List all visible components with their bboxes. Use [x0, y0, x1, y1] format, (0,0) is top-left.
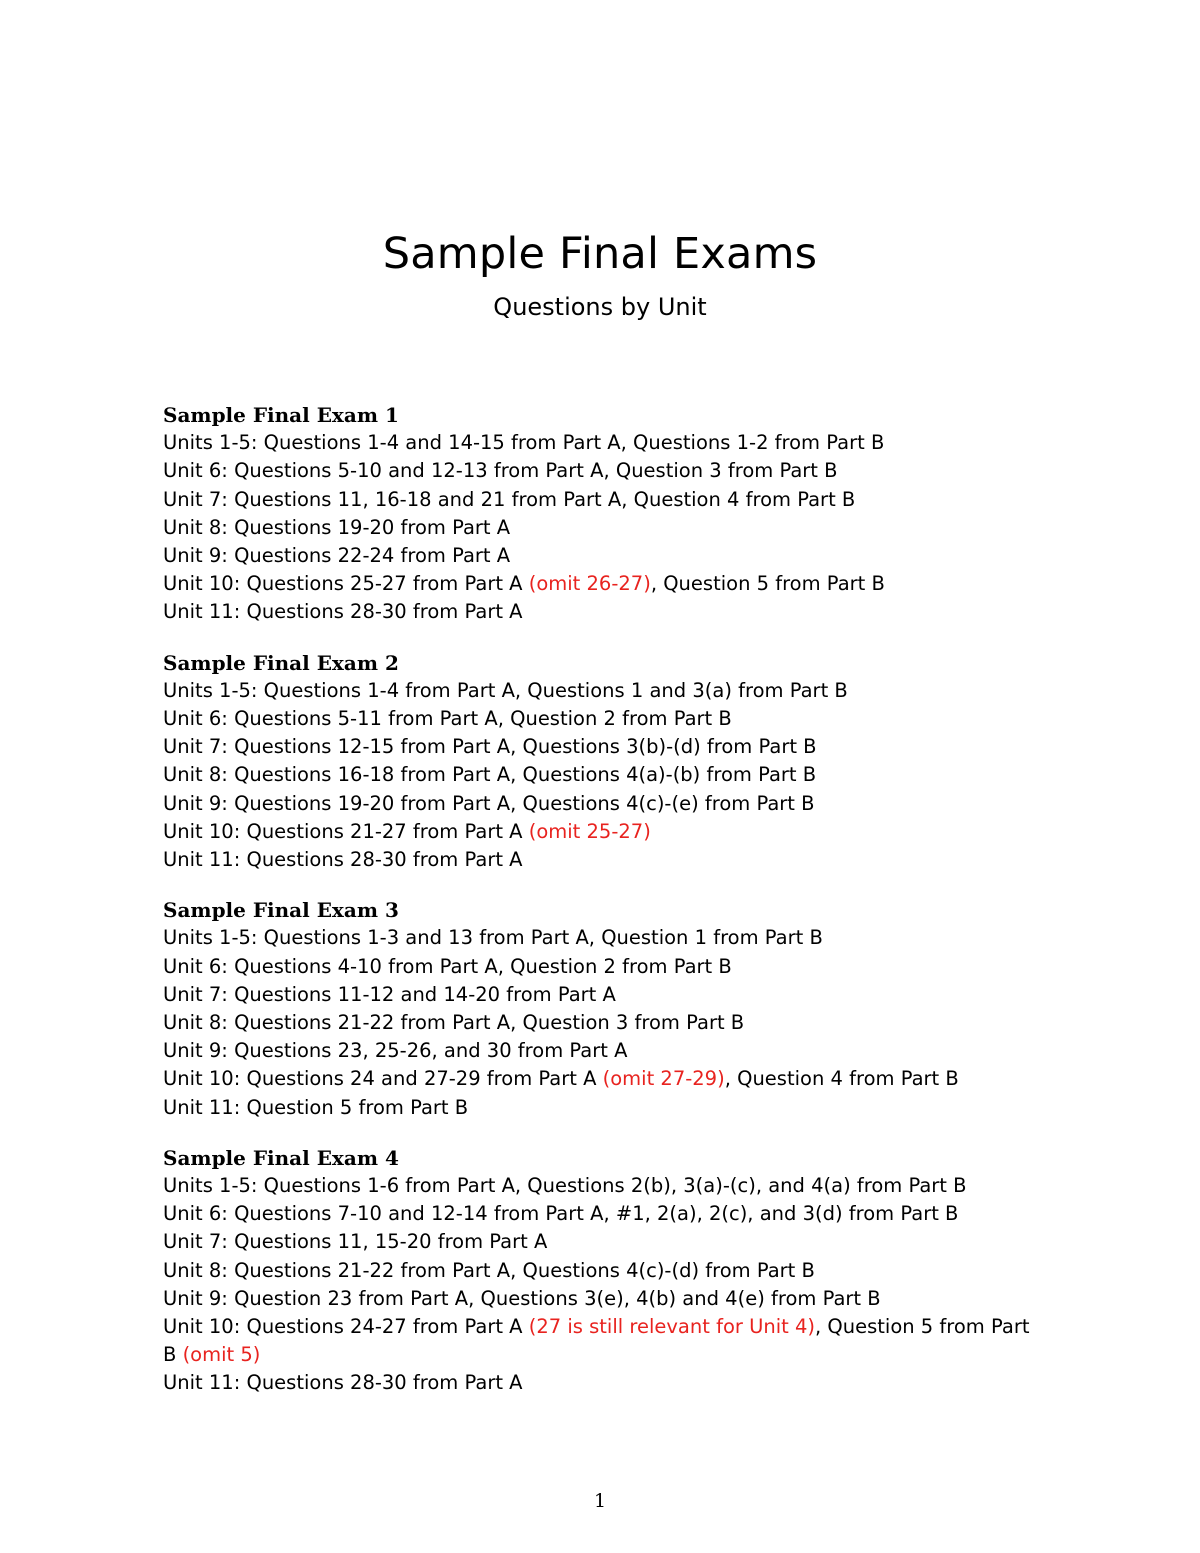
unit-text: Unit 8: Questions 19-20 from Part A	[163, 515, 511, 539]
page-subtitle: Questions by Unit	[493, 293, 707, 321]
unit-text: Units 1-5: Questions 1-6 from Part A, Questions 2(b), 3(a)-(c), and 4(a) from Part B	[163, 1174, 967, 1198]
exam-heading: Sample Final Exam 1	[163, 403, 399, 427]
unit-text: Unit 10: Questions 25-27 from Part A	[163, 572, 529, 596]
exam-heading: Sample Final Exam 3	[163, 898, 399, 923]
unit-line	[163, 1228, 1063, 1256]
unit-text: , Question 4 from Part B	[724, 1067, 959, 1091]
unit-line	[163, 846, 1063, 874]
unit-text: Unit 11: Question 5 from Part B	[163, 1095, 469, 1119]
unit-line	[163, 1313, 1043, 1369]
omit-note: (omit 26-27)	[528, 572, 651, 596]
unit-line	[163, 705, 1063, 733]
exam-section	[163, 401, 1063, 627]
unit-line	[163, 1037, 1063, 1065]
unit-line	[163, 1285, 1063, 1313]
unit-text: Unit 9: Question 23 from Part A, Questions 3(e), 4(b) and 4(e) from Part B	[163, 1286, 881, 1310]
unit-line	[163, 1065, 1063, 1093]
unit-line	[163, 486, 1063, 514]
unit-line	[163, 514, 1063, 542]
unit-text: Unit 10: Questions 24-27 from Part A	[163, 1315, 529, 1339]
unit-text: Unit 8: Questions 16-18 from Part A, Questions 4(a)-(b) from Part B	[163, 763, 817, 787]
unit-text: Unit 8: Questions 21-22 from Part A, Question 3 from Part B	[163, 1011, 745, 1035]
unit-text: , Question 5 from Part B	[650, 572, 885, 596]
unit-line	[163, 1369, 1063, 1397]
unit-text: Unit 10: Questions 24 and 27-29 from Part A	[163, 1067, 603, 1091]
exam-section	[163, 896, 1063, 1122]
unit-text: Unit 11: Questions 28-30 from Part A	[163, 600, 523, 624]
unit-line	[163, 761, 1063, 789]
omit-note: (omit 25-27)	[528, 819, 651, 843]
page-title: Sample Final Exams	[382, 229, 818, 279]
unit-line	[163, 1009, 1063, 1037]
unit-line	[163, 570, 1063, 598]
unit-line	[163, 542, 1063, 570]
unit-line	[163, 818, 1063, 846]
unit-text: Unit 11: Questions 28-30 from Part A	[163, 848, 523, 872]
unit-line	[163, 677, 1063, 705]
unit-text: Unit 6: Questions 5-10 and 12-13 from Part A, Question 3 from Part B	[163, 459, 838, 483]
unit-line	[163, 1257, 1063, 1285]
exam-section	[163, 649, 1063, 875]
unit-text: Unit 10: Questions 21-27 from Part A	[163, 819, 529, 843]
unit-text: Unit 9: Questions 19-20 from Part A, Questions 4(c)-(e) from Part B	[163, 791, 815, 815]
unit-text: Unit 6: Questions 4-10 from Part A, Question 2 from Part B	[163, 954, 732, 978]
unit-line	[163, 457, 1063, 485]
omit-note: (omit 5)	[182, 1343, 261, 1367]
unit-text: Unit 9: Questions 23, 25-26, and 30 from Part A	[163, 1039, 628, 1063]
unit-line	[163, 1172, 1063, 1200]
page-number: 1	[593, 1490, 607, 1512]
unit-line	[163, 953, 1063, 981]
omit-note: (27 is still relevant for Unit 4)	[528, 1315, 815, 1339]
unit-text: Unit 8: Questions 21-22 from Part A, Questions 4(c)-(d) from Part B	[163, 1258, 815, 1282]
unit-text: Units 1-5: Questions 1-4 and 14-15 from Part A, Questions 1-2 from Part B	[163, 431, 885, 455]
unit-line	[163, 1094, 1063, 1122]
unit-text: Unit 7: Questions 12-15 from Part A, Questions 3(b)-(d) from Part B	[163, 735, 817, 759]
exam-list	[163, 401, 1063, 1420]
exam-section	[163, 1144, 1063, 1398]
unit-text: Unit 7: Questions 11, 15-20 from Part A	[163, 1230, 548, 1254]
unit-line	[163, 598, 1063, 626]
unit-line	[163, 924, 1063, 952]
unit-text: Unit 11: Questions 28-30 from Part A	[163, 1371, 523, 1395]
unit-text: Unit 7: Questions 11-12 and 14-20 from Part A	[163, 982, 616, 1006]
unit-text: Units 1-5: Questions 1-3 and 13 from Part A, Question 1 from Part B	[163, 926, 823, 950]
exam-heading: Sample Final Exam 4	[163, 1145, 399, 1170]
unit-text: , Question 5 from Part B	[163, 1315, 1030, 1367]
unit-text: Unit 6: Questions 5-11 from Part A, Question 2 from Part B	[163, 707, 732, 730]
unit-line	[163, 1200, 1063, 1228]
omit-note: (omit 27-29)	[602, 1067, 725, 1091]
unit-text: Unit 6: Questions 7-10 and 12-14 from Part A, #1, 2(a), 2(c), and 3(d) from Part B	[163, 1202, 959, 1226]
exam-heading: Sample Final Exam 2	[163, 650, 399, 675]
unit-line	[163, 981, 1063, 1009]
unit-text: Unit 9: Questions 22-24 from Part A	[163, 544, 511, 567]
unit-line	[163, 429, 1063, 457]
unit-text: Unit 7: Questions 11, 16-18 and 21 from Part A, Question 4 from Part B	[163, 487, 856, 511]
unit-line	[163, 790, 1063, 818]
unit-text: Units 1-5: Questions 1-4 from Part A, Questions 1 and 3(a) from Part B	[163, 678, 848, 702]
unit-line	[163, 733, 1063, 761]
